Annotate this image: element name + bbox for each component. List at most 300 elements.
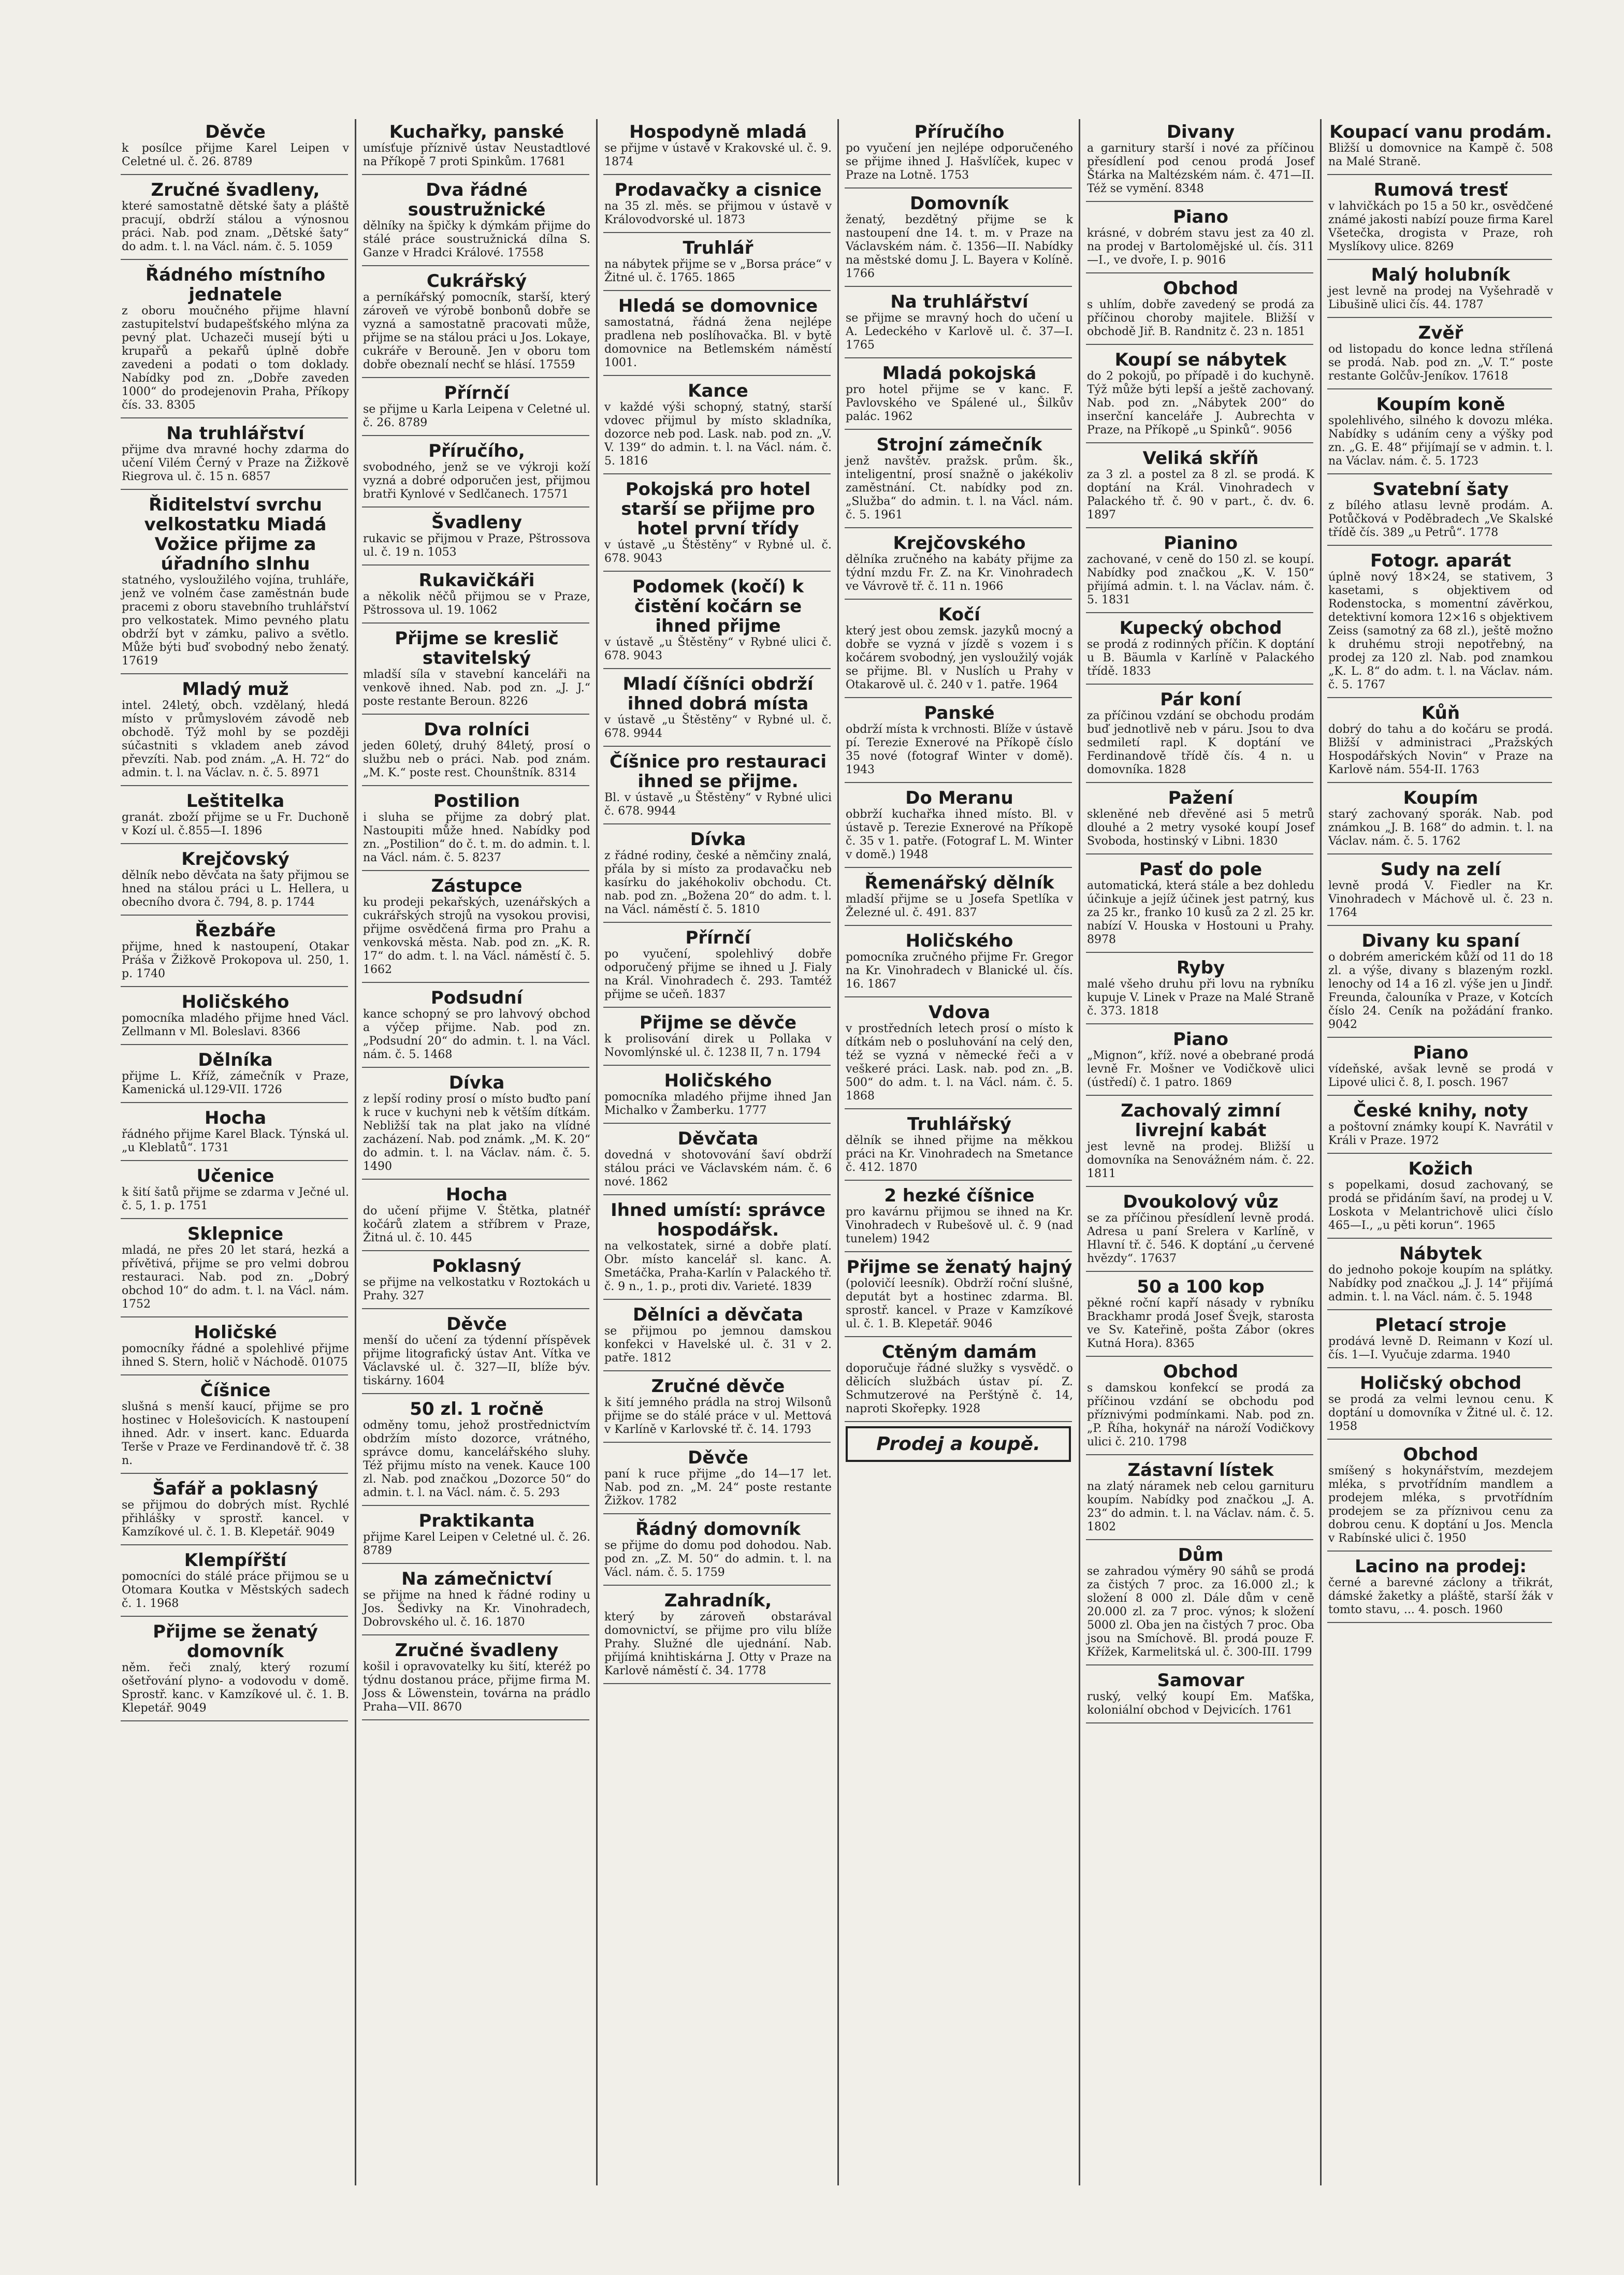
ad-heading: Nábytek bbox=[1399, 1243, 1482, 1264]
ad-heading: Řezbáře bbox=[195, 920, 276, 941]
ad-heading: Pianino bbox=[1164, 533, 1238, 554]
ad-heading: Zvěř bbox=[1418, 323, 1463, 343]
column-rule bbox=[355, 119, 356, 2185]
ad-heading: Děvče bbox=[205, 122, 266, 142]
ad-separator bbox=[603, 1065, 831, 1066]
ad-body: se přijme na hned k řádné rodiny u Jos. Šedivky na Kr. Vinohradech, Dobrovského ul. č. 16. 1870 bbox=[363, 1589, 590, 1629]
classified-ad bbox=[1082, 204, 1317, 270]
ad-separator bbox=[603, 746, 831, 747]
ad-body: samostatná, řádná žena nejlépe pradlena neb poslíhovačka. Bl. v bytě domovnice na Betlemském náměstí 1001. bbox=[604, 316, 832, 369]
classified-ad bbox=[599, 1010, 835, 1063]
classified-ad bbox=[599, 1373, 835, 1440]
ad-separator bbox=[121, 1473, 348, 1474]
ad-separator bbox=[121, 785, 348, 786]
ad-body: a několik něčů přijmou se v Praze, Pštrossova ul. 19. 1062 bbox=[363, 590, 590, 617]
ad-heading: Ihned umístí: správce hospodářsk. bbox=[611, 1200, 825, 1240]
ad-separator bbox=[845, 1336, 1072, 1337]
ad-body: mladší přijme se u Josefa Spetlíka v Železné ul. č. 491. 837 bbox=[846, 893, 1073, 919]
ad-heading: Samovar bbox=[1157, 1670, 1244, 1691]
ad-separator bbox=[603, 571, 831, 572]
classified-ad bbox=[117, 676, 352, 783]
ad-separator bbox=[1086, 612, 1313, 613]
ad-body: v ústavě „u Štěstěny“ v Rybné ul. č. 678. 9043 bbox=[604, 539, 832, 565]
classified-ad bbox=[840, 1339, 1076, 1419]
classified-ad bbox=[1082, 687, 1317, 780]
column-4 bbox=[840, 119, 1076, 2185]
classified-ad bbox=[599, 1302, 835, 1368]
ad-separator bbox=[1086, 952, 1313, 953]
classified-ad bbox=[1323, 857, 1556, 923]
classified-ad bbox=[840, 1183, 1076, 1249]
ad-separator bbox=[362, 1308, 589, 1309]
ad-body: z bílého atlasu levně prodám. A. Potůčková v Poděbradech „Ve Skalské třídě čís. 389 „u Petrů“. 1778 bbox=[1328, 499, 1553, 539]
ad-body: dělníka zručného na kabáty přijme za týdní mzdu Fr. Z. na Kr. Vinohradech ve Vávrově tř. č. 11 n. 1966 bbox=[846, 553, 1073, 593]
ad-body: statného, vysloužilého vojína, truhláře, jenž ve volném čase zaměstnán bude pracemi z oboru stavebního truhlářství pro velkostatek. Mimo pevného platu obdrží byt v zámku, palivo a světlo. Může býti buď svobodný nebo ženatý. 17619 bbox=[122, 574, 349, 668]
ad-body: se prodá za velmi levnou cenu. K doptání u domovníka v Žitné ul. č. 12. 1958 bbox=[1328, 1393, 1553, 1433]
ad-separator bbox=[121, 417, 348, 418]
classified-ad bbox=[358, 626, 593, 712]
ad-body: dobrý do tahu a do kočáru se prodá. Bližší v administraci „Pražských Hospodářských Novin“ v Praze na Karlově nám. 554-II. 1763 bbox=[1328, 723, 1553, 776]
column-2 bbox=[358, 119, 593, 2185]
classified-ad bbox=[1082, 530, 1317, 610]
column-6 bbox=[1323, 119, 1556, 2185]
ad-body: v prostředních letech prosí o místo k dítkám neb o posluhování na celý den, též se vyzná v německé řeči a v veškeré práci. Lask. nab. pod zn. „B. 500“ do adm. t. l. na Václ. nám. č. 5. 1868 bbox=[846, 1022, 1073, 1103]
ad-body: vídeňské, avšak levně se prodá v Lipové ulici č. 8, I. posch. 1967 bbox=[1328, 1063, 1553, 1089]
ad-body: malé všeho druhu při lovu na rybníku kupuje V. Linek v Praze na Malé Straně č. 373. 1818 bbox=[1087, 978, 1314, 1018]
ad-body: se přijme u Karla Leipena v Celetné ul. č. 26. 8789 bbox=[363, 403, 590, 429]
ad-heading: Obchod bbox=[1163, 1361, 1239, 1382]
ad-body: krásné, v dobrém stavu jest za 40 zl. na prodej v Bartolomějské ul. čís. 311—I., ve dvoře, I. p. 9016 bbox=[1087, 227, 1314, 267]
ad-body: se přijmou do dobrých míst. Rychlé přihlášky v sprostř. kancel. v Kamzíkové ul. č. 1. B. Klepetář. 9049 bbox=[122, 1499, 349, 1539]
ad-body: automatická, která stále a bez dohledu účinkuje a jejíž účinek jest patrný, kus za 25 kr., franko 10 kusů za 2 zl. 25 kr. nabízí V. Houska v Hostouni u Prahy. 8978 bbox=[1087, 879, 1314, 946]
classified-ad bbox=[599, 293, 835, 373]
ad-body: ruský, velký koupí Em. Maťška, koloniální obchod v Dejvicích. 1761 bbox=[1087, 1690, 1314, 1717]
ad-body: a poštovní známky koupí K. Navrátil v Králi v Praze. 1972 bbox=[1328, 1121, 1553, 1147]
classified-ad bbox=[117, 788, 352, 841]
classified-ad bbox=[358, 268, 593, 375]
ad-body: ku prodeji pekařských, uzenářských a cukrářských strojů na vysokou provisi, přijme osvědčená firma pro Prahu a venkovská města. Nab. pod zn. „K. R. 17“ do adm. t. l. na Václ. náměstí č. 5. 1662 bbox=[363, 896, 590, 976]
ad-heading: Rukavičkáři bbox=[418, 570, 535, 591]
ad-body: o dobrém americkém kůží od 11 do 18 zl. a výše, divany s blazeným rozkl. lenochy od 14 a 16 zl. výše jen u Jindř. Freunda, čalouníka v Praze, v Kotcích číslo 24. Ceník na požádání franko. 9042 bbox=[1328, 951, 1553, 1031]
ad-heading: Ryby bbox=[1176, 958, 1225, 978]
classified-ad bbox=[1082, 1359, 1317, 1452]
ad-separator bbox=[845, 867, 1072, 868]
ad-body: umísťuje příznivě ústav Neustadtlové na Příkopě 7 proti Spinkům. 17681 bbox=[363, 142, 590, 168]
ad-separator bbox=[1086, 1356, 1313, 1357]
ad-separator bbox=[1327, 1551, 1552, 1552]
ad-heading: Na truhlářství bbox=[890, 292, 1028, 312]
classified-ad bbox=[599, 378, 835, 471]
classified-ad bbox=[358, 1070, 593, 1177]
ad-separator bbox=[362, 1393, 589, 1394]
ad-body: granát. zboží přijme se u Fr. Duchoně v Kozí ul. č.855—I. 1896 bbox=[122, 811, 349, 837]
classified-ad bbox=[1323, 1040, 1556, 1093]
ad-body: za příčinou vzdání se obchodu prodám buď jednotlivě neb v páru. Jsou to dva sedmiletí rapl. K doptání ve Ferdinandově třídě čís. 4 n. u domovníka. 1828 bbox=[1087, 709, 1314, 776]
ad-body: a perníkářský pomocník, starší, který zároveň ve výrobě bonbonů dobře se vyzná a samostatně pracovati může, přijme se na stálou práci u Jos. Lokaye, cukráře v Berouně. Jen v oboru tom dobře obeznalí nechť se hlásí. 17559 bbox=[363, 291, 590, 371]
ad-heading: Kupecký obchod bbox=[1119, 618, 1282, 639]
ad-heading: Krejčovský bbox=[181, 849, 289, 870]
ad-separator bbox=[362, 870, 589, 871]
ad-separator bbox=[362, 377, 589, 378]
classified-ad bbox=[840, 785, 1076, 865]
ad-body: (polovičí leesník). Obdrží roční slušné, deputát byt a hostinec zdarma. Bl. sprostř. kancel. v Praze v Kamzíkové ul. č. 1. B. Klepetář. 9046 bbox=[846, 1277, 1073, 1330]
ad-separator bbox=[1086, 272, 1313, 273]
classified-ad bbox=[358, 1253, 593, 1306]
ad-heading: Dívka bbox=[448, 1073, 505, 1093]
ad-heading: Poklasný bbox=[432, 1256, 521, 1277]
ad-heading: Hospodyně mladá bbox=[629, 122, 807, 142]
ad-separator bbox=[845, 1108, 1072, 1109]
ad-heading: Obchod bbox=[1163, 278, 1239, 299]
ad-body: i sluha se přijme za dobrý plat. Nastoupiti může hned. Nabídky pod zn. „Postilion“ do č. t. m. do admin. t. l. na Václ. nám. č. 5. 8237 bbox=[363, 811, 590, 864]
ad-body: se přijme se mravný hoch do učení u A. Ledeckého v Karlově ul. č. 37—I. 1765 bbox=[846, 312, 1073, 352]
classified-ad bbox=[840, 119, 1076, 185]
ad-body: pomocníci do stálé práce přijmou se u Otomara Koutka v Městských sadech č. 1. 1968 bbox=[122, 1570, 349, 1610]
ad-body: který by zároveň obstarával domovnictví, se přijme pro vilu blíže Prahy. Služné dle ujednání. Nab. přijímá knihtiskárna J. Otty v Praze na Karlově náměstí č. 34. 1778 bbox=[604, 1611, 832, 1677]
ad-heading: Rumová tresť bbox=[1373, 180, 1508, 200]
ad-heading: Děvče bbox=[446, 1314, 507, 1335]
ad-separator bbox=[1086, 201, 1313, 202]
ad-body: řádného přijme Karel Black. Týnská ul. „u Kleblatů“. 1731 bbox=[122, 1128, 349, 1154]
ad-separator bbox=[1327, 388, 1552, 389]
classified-ad bbox=[358, 1566, 593, 1632]
ad-heading: Sklepnice bbox=[187, 1224, 284, 1244]
ad-separator bbox=[1327, 1238, 1552, 1239]
classified-ad bbox=[358, 177, 593, 263]
section-banner-sale-and-purchase: Prodej a koupě. bbox=[846, 1426, 1071, 1462]
classified-ad bbox=[117, 1105, 352, 1158]
classified-ad bbox=[599, 925, 835, 1005]
classified-ad bbox=[117, 1163, 352, 1216]
classified-ad bbox=[1323, 392, 1556, 471]
ad-separator bbox=[121, 986, 348, 987]
ad-separator bbox=[603, 174, 831, 175]
ad-body: přijme dva mravné hochy zdarma do učení Vilém Černý v Praze na Žižkově Riegrova ul. č. 15 n. 6857 bbox=[122, 443, 349, 483]
ad-body: pomocníka mladého přijme ihned Jan Michalko v Žamberku. 1777 bbox=[604, 1091, 832, 1117]
classified-ad bbox=[117, 492, 352, 671]
ad-heading: Dvoukolový vůz bbox=[1123, 1192, 1279, 1212]
ad-separator bbox=[603, 1007, 831, 1008]
ad-body: „Mignon“, kříž. nové a obebrané prodá levně Fr. Mošner ve Vodičkově ulici (ústředí) č. 1 patro. 1869 bbox=[1087, 1049, 1314, 1089]
ad-separator bbox=[1086, 1186, 1313, 1187]
classified-ad bbox=[1323, 177, 1556, 257]
ad-body: mladá, ne přes 20 let stará, hezká a přívětivá, přijme se pro velmi dobrou restauraci. Nab. pod zn. „Dobrý obchod 10“ do adm. t. l. na Václ. nám. 1752 bbox=[122, 1244, 349, 1311]
ad-heading: Cukrářský bbox=[426, 271, 527, 292]
ad-separator bbox=[1327, 697, 1552, 698]
ad-body: který jest obou zemsk. jazyků mocný a dobře se vyzná v jízdě s vozem i s kočárem svobodný, jen vysloužilý voják se přijme. Bl. v Nuslích u Prahy v Otakarově ul. č. 240 v 1. patře. 1964 bbox=[846, 625, 1073, 691]
ad-separator bbox=[1086, 1023, 1313, 1024]
ad-body: smíšený s hokynářstvím, mezdejem mléka, s prvotřídním mandlem a prodejem mléka, s prvotřídním prodejem se za příznivou cenu za dobrou cenu. K doptání u Jos. Mencla v Rabínské ulici č. 1950 bbox=[1328, 1465, 1553, 1545]
classified-ad bbox=[117, 119, 352, 172]
ad-heading: Mladý muž bbox=[182, 679, 289, 700]
classified-ad bbox=[1082, 955, 1317, 1021]
ad-separator bbox=[362, 982, 589, 983]
column-rule bbox=[1320, 119, 1322, 2185]
ad-body: na velkostatek, sirné a dobře platí. Obr. místo kancelář sl. kanc. A. Smetáčka, Praha-Karlín v Palackého tř. č. 9 n., 1. p., proti div. Varieté. 1839 bbox=[604, 1240, 832, 1293]
ad-body: prodává levně D. Reimann v Kozí ul. čís. 1—I. Vyučuje zdarma. 1940 bbox=[1328, 1335, 1553, 1361]
ad-heading: Mladí číšníci obdrží ihned dobrá místa bbox=[622, 674, 814, 714]
ad-body: paní k ruce přijme „do 14—17 let. Nab. pod zn. „M. 24“ poste restante Žižkov. 1782 bbox=[604, 1468, 832, 1508]
ad-heading: Pažení bbox=[1168, 788, 1234, 808]
ad-heading: Do Meranu bbox=[905, 788, 1013, 808]
classified-ad bbox=[599, 1445, 835, 1511]
ad-body: jest levně na prodej. Bližší u domovníka na Senovážném nám. č. 22. 1811 bbox=[1087, 1140, 1314, 1180]
ad-heading: Zručné švadleny bbox=[395, 1640, 559, 1661]
ad-separator bbox=[1327, 317, 1552, 318]
ad-separator bbox=[603, 1299, 831, 1300]
ad-body: zachované, v ceně do 150 zl. se koupí. Nabídky pod značkou „K. V. 150“ přijímá admin. t. l. na Václav. nám. č. 5. 1831 bbox=[1087, 553, 1314, 606]
ad-separator bbox=[1086, 442, 1313, 443]
ad-heading: Vdova bbox=[928, 1002, 991, 1023]
classified-ad bbox=[840, 1254, 1076, 1334]
ad-body: z lepší rodiny prosí o místo buďto paní k ruce v kuchyni neb k větším dítkám. Nebližší tak na plat jako na vlídné zacházení. Nab. pod známk. „M. K. 20“ do admin. t. l. na Václav. nám. č. 5. 1490 bbox=[363, 1093, 590, 1173]
classified-ad bbox=[1323, 548, 1556, 695]
classified-ad bbox=[1323, 1442, 1556, 1548]
ad-body: v ústavě „u Štěstěny“ v Rybné ulici č. 678. 9043 bbox=[604, 636, 832, 662]
ad-separator bbox=[121, 1316, 348, 1317]
ad-separator bbox=[362, 506, 589, 508]
ad-body: přijme L. Kříž, zámečník v Praze, Kamenická ul.129-VII. 1726 bbox=[122, 1070, 349, 1096]
classified-ad bbox=[1082, 1274, 1317, 1354]
ad-heading: Kuchařky, panské bbox=[389, 122, 564, 142]
classified-ad bbox=[1323, 928, 1556, 1035]
ad-heading: Holičské bbox=[194, 1322, 277, 1343]
ad-heading: Krejčovského bbox=[893, 533, 1026, 554]
ad-heading: Svatební šaty bbox=[1372, 479, 1509, 500]
classified-ad bbox=[1323, 1156, 1556, 1236]
ad-separator bbox=[1086, 1095, 1313, 1096]
classified-ad bbox=[1082, 276, 1317, 342]
ad-body: přijme, hned k nastoupení, Otakar Práša v Žižkově Prokopova ul. 250, 1. p. 1740 bbox=[122, 940, 349, 980]
ad-separator bbox=[845, 599, 1072, 600]
ad-separator bbox=[845, 1180, 1072, 1181]
ad-separator bbox=[845, 1421, 1072, 1422]
classified-ad bbox=[1082, 785, 1317, 851]
ad-separator bbox=[1086, 344, 1313, 345]
ad-heading: Pokojská pro hotel starší se přijme pro hotel první třídy bbox=[621, 479, 815, 539]
classified-ad bbox=[1323, 262, 1556, 315]
ad-body: pomocníky řádné a spolehlivé přijme ihned S. Stern, holič v Náchodě. 01075 bbox=[122, 1342, 349, 1369]
classified-ad bbox=[840, 928, 1076, 994]
ad-heading: Leštitelka bbox=[186, 791, 285, 812]
ad-heading: Přijme se kreslič stavitelský bbox=[395, 628, 559, 669]
ad-body: jenž navštěv. pražsk. prům. šk., inteligentní, prosí snažně o jakékoliv zaměstnání. Ct. nabídky pod zn. „Služba“ do admin. t. l. na Václ. nám. č. 5. 1961 bbox=[846, 455, 1073, 521]
ad-heading: Kance bbox=[688, 381, 748, 401]
ad-heading: Piano bbox=[1413, 1042, 1469, 1063]
ad-separator bbox=[362, 1067, 589, 1068]
ad-heading: Koupací vanu prodám. bbox=[1329, 122, 1552, 142]
classified-ad bbox=[358, 1638, 593, 1717]
ad-separator bbox=[1327, 473, 1552, 474]
column-rule bbox=[596, 119, 598, 2185]
ad-separator bbox=[603, 1513, 831, 1514]
classified-ad bbox=[1323, 1554, 1556, 1620]
classified-ad bbox=[1082, 1668, 1317, 1720]
newspaper-classifieds-page bbox=[117, 119, 1556, 2185]
ad-separator bbox=[121, 489, 348, 490]
classified-ad bbox=[358, 1311, 593, 1391]
ad-heading: Příručího, bbox=[428, 441, 525, 461]
ad-body: na zlatý náramek neb celou garnituru koupím. Nabídky pod značkou „J. A. 23“ do admin. t. l. na Václav. nám. č. 5. 1802 bbox=[1087, 1480, 1314, 1533]
classified-ad bbox=[1323, 700, 1556, 780]
ad-heading: Divany ku spaní bbox=[1361, 931, 1520, 951]
classified-ad bbox=[599, 235, 835, 288]
ad-separator bbox=[1086, 1664, 1313, 1665]
classified-ad bbox=[358, 788, 593, 868]
ad-separator bbox=[1086, 684, 1313, 685]
ad-body: slušná s menší kaucí, přijme se pro hostinec v Holešovicích. K nastoupení ihned. Adr. v insert. kanc. Eduarda Terše v Praze ve Ferdinandově tř. č. 38 n. bbox=[122, 1400, 349, 1467]
ad-body: pomocníka zručného přijme Fr. Gregor na Kr. Vinohradech v Blanické ul. čís. 16. 1867 bbox=[846, 951, 1073, 991]
classified-ad bbox=[599, 119, 835, 172]
ad-body: odměny tomu, jehož prostřednictvím obdržím místo dozorce, vrátného, správce domu, kancelářského sluhy. Též přijmu místo na venek. Kauce 100 zl. Nab. pod značkou „Dozorce 50“ do admin. t. l. na Václ. nám. č. 5. 293 bbox=[363, 1419, 590, 1499]
ad-separator bbox=[845, 996, 1072, 997]
ad-heading: Na zámečnictví bbox=[401, 1569, 552, 1589]
classified-ad bbox=[599, 574, 835, 666]
ad-body: a garnitury starší i nové za příčinou přesídlení pod cenou prodá Josef Štárka na Maltézském nám. č. 471—II. Též se vymění. 8348 bbox=[1087, 142, 1314, 195]
ad-separator bbox=[121, 174, 348, 175]
ad-heading: Piano bbox=[1172, 1029, 1229, 1050]
ad-body: s damskou konfekcí se prodá za příčinou vzdání se obchodu pod příznivými podmínkami. Nab. pod zn. „P. Říha, hokynář na nároží Vodičkovy ulici č. 210. 1798 bbox=[1087, 1382, 1314, 1448]
classified-ad bbox=[358, 119, 593, 172]
classified-ad bbox=[1082, 1542, 1317, 1662]
classified-ad bbox=[599, 1068, 835, 1121]
ad-heading: Zachovalý zimní livrejní kabát bbox=[1121, 1100, 1281, 1141]
ad-separator bbox=[362, 1179, 589, 1180]
classified-ad bbox=[599, 827, 835, 920]
ad-separator bbox=[1327, 782, 1552, 783]
ad-separator bbox=[1327, 174, 1552, 175]
classified-ad bbox=[358, 873, 593, 980]
ad-separator bbox=[603, 1683, 831, 1684]
ad-heading: Divany bbox=[1166, 122, 1235, 142]
ad-body: mladší síla v stavební kanceláři na venkově ihned. Nab. pod zn. „J. J.“ poste restante Beroun. 8226 bbox=[363, 668, 590, 708]
ad-heading: Holičský obchod bbox=[1360, 1373, 1521, 1394]
column-5 bbox=[1082, 119, 1317, 2185]
ad-body: intel. 24letý, obch. vzdělaný, hledá místo v průmyslovém závodě neb obchodě. Týž mohl by se později súčastniti s vkladem aneb závod převzíti. Nab. pod znám. „A. H. 72“ do admin. t. l. na Václav. n. č. 5. 8971 bbox=[122, 699, 349, 779]
ad-separator bbox=[362, 1634, 589, 1635]
ad-heading: Truhlářský bbox=[907, 1114, 1011, 1135]
classified-ad bbox=[358, 568, 593, 620]
ad-separator bbox=[362, 1250, 589, 1251]
ad-body: v každé výši schopný, statný, starší vdovec přijmul by místo skladníka, dozorce neb pod. Lask. nab. pod zn. „V. V. 139“ do admin. t. l. na Václ. nám. č. 5. 1816 bbox=[604, 401, 832, 468]
ad-body: něm. řeči znalý, který rozumí ošetřování plyno- a vodovodu v domě. Sprostř. kanc. v Kamzíkové ul. č. 1. B. Klepetář. 9049 bbox=[122, 1661, 349, 1715]
ad-body: k prolisování direk u Pollaka v Novomlýnské ul. č. 1238 II, 7 n. 1794 bbox=[604, 1033, 832, 1059]
ad-heading: Hledá se domovnice bbox=[618, 296, 818, 316]
ad-heading: Obchod bbox=[1403, 1444, 1478, 1465]
ad-separator bbox=[603, 375, 831, 376]
ad-body: Bl. v ústavě „u Štěstěny“ v Rybné ulici č. 678. 9944 bbox=[604, 791, 832, 818]
ad-body: se prodá z rodinných příčin. K doptání u B. Bäumla v Karlíně v Palackého třídě. 1833 bbox=[1087, 638, 1314, 678]
ad-separator bbox=[121, 1544, 348, 1545]
classified-ad bbox=[358, 380, 593, 433]
ad-heading: Učenice bbox=[196, 1166, 274, 1186]
classified-ad bbox=[358, 985, 593, 1065]
ad-separator bbox=[362, 1719, 589, 1720]
ad-heading: 50 zl. 1 ročně bbox=[410, 1399, 544, 1419]
classified-ad bbox=[599, 1197, 835, 1297]
ad-separator bbox=[603, 1585, 831, 1586]
ad-body: v lahvičkách po 15 a 50 kr., osvědčené známé jakosti nabízí pouze firma Karel Všetečka, drogista v Praze, roh Myslíkovy ulice. 8269 bbox=[1328, 200, 1553, 253]
ad-separator bbox=[121, 1102, 348, 1103]
ad-separator bbox=[1327, 1439, 1552, 1440]
ad-heading: Dva řádné soustružnické bbox=[408, 180, 546, 220]
classified-ad bbox=[1082, 445, 1317, 525]
ad-separator bbox=[603, 232, 831, 233]
ad-heading: Šafář a poklasný bbox=[152, 1479, 318, 1499]
classified-ad bbox=[117, 421, 352, 487]
ad-body: spolehlivého, silného k dovozu mléka. Nabídky s udáním ceny a výšky pod zn. „G. E. 48“ přijímají se v admin. t. l. na Václav. nám. č. 5. 1723 bbox=[1328, 414, 1553, 468]
ad-heading: České knihy, noty bbox=[1353, 1100, 1528, 1121]
ad-heading: Číšnice bbox=[200, 1380, 271, 1401]
ad-separator bbox=[1327, 1095, 1552, 1096]
ad-separator bbox=[603, 473, 831, 474]
ad-heading: Pasť do pole bbox=[1139, 859, 1263, 880]
ad-separator bbox=[1327, 1153, 1552, 1154]
ad-heading: Přijme se ženatý hajný bbox=[846, 1257, 1072, 1278]
ad-body: do jednoho pokoje koupím na splátky. Nabídky pod značkou „J. J. 14“ přijímá admin. t. l. na Václ. nám. č. 5. 1948 bbox=[1328, 1264, 1553, 1303]
classified-ad bbox=[1323, 476, 1556, 543]
ad-heading: Panské bbox=[924, 703, 995, 723]
ad-heading: Řádný domovník bbox=[635, 1519, 801, 1540]
ad-heading: Holičského bbox=[905, 931, 1013, 951]
ad-heading: Řiditelství svrchu velkostatku Miadá Vožice přijme za úřadního slnhu bbox=[144, 495, 327, 574]
ad-body: košil i opravovatelky ku šití, kteréž po týdnu dostanou práce, přijme firma M. Joss & Löwenstein, továrna na prádlo Praha—VII. 8670 bbox=[363, 1660, 590, 1714]
ad-heading: Zástavní lístek bbox=[1127, 1460, 1274, 1481]
ad-body: jeden 60letý, druhý 84letý, prosí o službu neb o práci. Nab. pod znám. „M. K.“ poste rest. Chounštník. 8314 bbox=[363, 740, 590, 779]
classified-ad bbox=[117, 1378, 352, 1471]
ad-body: od listopadu do konce ledna střílená se prodá. Nab. pod zn. „V. T.“ poste restante Golčův-Jeníkov. 17618 bbox=[1328, 343, 1553, 383]
ad-separator bbox=[1086, 527, 1313, 528]
ad-heading: 2 hezké číšnice bbox=[884, 1185, 1035, 1206]
ad-body: svobodného, jenž se ve výkroji koží vyzná a dobré odporučen jest, přijmou bratři Kynlové v Sedlčanech. 17571 bbox=[363, 461, 590, 501]
column-rule bbox=[837, 119, 839, 2185]
ad-heading: Sudy na zelí bbox=[1380, 859, 1501, 880]
ad-heading: Koupí se nábytek bbox=[1114, 350, 1287, 370]
ad-heading: Domovník bbox=[909, 193, 1009, 214]
ad-separator bbox=[121, 259, 348, 260]
ad-heading: Holičského bbox=[664, 1070, 772, 1091]
ad-separator bbox=[845, 697, 1072, 698]
ad-body: se za příčinou přesídlení levně prodá. Adresa u paní Srelera v Karlíně, v Hlavní tř. č. 546. K doptání „u červené hvězdy“. 17637 bbox=[1087, 1212, 1314, 1265]
classified-ad bbox=[1082, 1098, 1317, 1184]
classified-ad bbox=[1323, 1370, 1556, 1437]
ad-separator bbox=[362, 785, 589, 786]
classified-ad bbox=[840, 999, 1076, 1106]
ad-heading: Dělníci a děvčata bbox=[632, 1305, 804, 1325]
ad-heading: Zručné švadleny, bbox=[151, 180, 320, 200]
ad-body: se přijme do domu pod dohodou. Nab. pod zn. „Z. M. 50“ do admin. t. l. na Václ. nám. č. 5. 1759 bbox=[604, 1539, 832, 1579]
ad-separator bbox=[845, 1251, 1072, 1252]
ad-heading: Klempířští bbox=[184, 1550, 287, 1571]
ad-body: obbrží kuchařka ihned místo. Bl. v ústavě p. Terezie Exnerové na Příkopě č. 35 v 1. patře. (Fotograf L. M. Winter v domě.) 1948 bbox=[846, 808, 1073, 861]
classified-ad bbox=[1323, 1098, 1556, 1151]
ad-heading: 50 a 100 kop bbox=[1137, 1277, 1265, 1297]
ad-heading: Holičského bbox=[181, 992, 289, 1012]
ad-heading: Přijme se ženatý domovník bbox=[153, 1621, 318, 1662]
ad-body: rukavic se přijmou v Praze, Pštrossova ul. č. 19 n. 1053 bbox=[363, 532, 590, 559]
ad-separator bbox=[1086, 853, 1313, 854]
ad-separator bbox=[362, 1505, 589, 1506]
ad-heading: Přijme se děvče bbox=[639, 1012, 797, 1033]
ad-heading: Kočí bbox=[938, 604, 980, 625]
ad-heading: Kůň bbox=[1421, 703, 1460, 723]
classified-ad bbox=[1082, 1457, 1317, 1537]
classified-ad bbox=[358, 438, 593, 504]
classified-ad bbox=[117, 1547, 352, 1614]
ad-heading: Mladá pokojská bbox=[882, 363, 1037, 384]
ad-separator bbox=[845, 357, 1072, 358]
ad-separator bbox=[845, 527, 1072, 528]
